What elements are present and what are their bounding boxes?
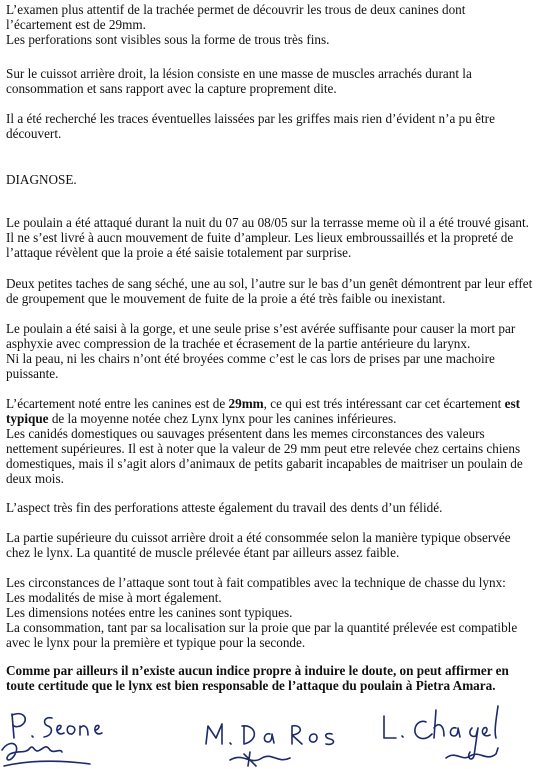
paragraph-throat <box>6 321 534 381</box>
text-line: Ni la peau, ni les chairs n’ont été broyées comme c’est le cas lors de prises par une machoire <box>6 351 495 366</box>
signature-da-ros <box>200 714 350 769</box>
text-line: Le poulain a été attaqué durant la nuit du 07 au 08/05 sur la terrasse meme où il a été trouvé gisant. <box>6 215 529 230</box>
text-line: Les perforations sont visibles sous la forme de trous très fins. <box>6 32 330 47</box>
text-line: l’attaque révèlent que la proie a été saisie totalement par surprise. <box>6 245 352 260</box>
paragraph-consumption <box>6 530 534 560</box>
text-line: deux mois. <box>6 471 64 486</box>
text-line <box>6 396 534 411</box>
paragraph-attack <box>6 215 534 260</box>
text-line: chez le lynx. La quantité de muscle prélevée étant par ailleurs assez faible. <box>6 545 400 560</box>
paragraph-circumstances <box>6 575 534 650</box>
heading-text: DIAGNOSE. <box>6 172 77 187</box>
text-line: Il a été recherché les traces éventuelles laissées par les griffes mais rien d’évident n’a pu être <box>6 111 495 126</box>
text-line: consommation et sans rapport avec la capture proprement dite. <box>6 81 337 96</box>
signature-leone <box>0 708 120 769</box>
text-line: l’écartement est de 29mm. <box>6 17 146 32</box>
text-line: Il ne s’est livré à aucn mouvement de fuite d’ampleur. Les lieux embroussaillés et la propreté de <box>6 230 514 245</box>
text-line: de groupement que le mouvement de fuite de la proie a été très faible ou inexistant. <box>6 291 446 306</box>
text-line: toute certitude que le lynx est bien responsable de l’attaque du poulain à Pietra Amara. <box>6 678 496 693</box>
text-line: Les modalités de mise à mort également. <box>6 590 222 605</box>
bold-measurement: 29mm <box>228 396 264 411</box>
text-line <box>6 411 534 426</box>
text-line: asphyxie avec compression de la trachée et écrasement de la partie antérieure du larynx. <box>6 336 471 351</box>
text-line: La partie supérieure du cuissot arrière droit a été consommée selon la manière typique observée <box>6 530 511 545</box>
paragraph-canine-spacing <box>6 396 534 486</box>
text-line: Les canidés domestiques ou sauvages présentent dans les memes circonstances des valeurs <box>6 426 485 441</box>
text-line: Comme par ailleurs il n’existe aucun indice propre à induire le doute, on peut affirmer en <box>6 663 509 678</box>
signature-chayel <box>376 700 526 769</box>
paragraph-conclusion <box>6 663 534 693</box>
text-line: nettement supérieures. Il est à noter que la valeur de 29 mm peut etre relevée chez certains chiens <box>6 441 521 456</box>
paragraph-blood-stains <box>6 276 534 306</box>
paragraph-trachea <box>6 2 534 47</box>
text-line: L’examen plus attentif de la trachée permet de découvrir les trous de deux canines dont <box>6 2 466 17</box>
text-line: découvert. <box>6 126 62 141</box>
text-line: Les dimensions notées entre les canines sont typiques. <box>6 605 293 620</box>
text-line: puissante. <box>6 366 59 381</box>
paragraph-claws <box>6 111 534 141</box>
text-line: Le poulain a été saisi à la gorge, et une seule prise s’est avérée suffisante pour causer la mort par <box>6 321 516 336</box>
text-line: avec le lynx pour la première et typique pour la seconde. <box>6 635 306 650</box>
text-run: , ce qui est trés intéressant car cet écartement <box>263 396 505 411</box>
section-heading-diagnose <box>6 172 534 187</box>
text-line: Deux petites taches de sang séché, une au sol, l’autre sur le bas d’un genêt démontrent par leur effet <box>6 276 533 291</box>
text-line: Sur le cuissot arrière droit, la lésion consiste en une masse de muscles arrachés durant la <box>6 66 472 81</box>
text-line: La consommation, tant par sa localisation sur la proie que par la quantité prélevée est compatible <box>6 620 518 635</box>
paragraph-haunch <box>6 66 534 96</box>
bold-text: est <box>504 396 520 411</box>
text-run: L’écartement noté entre les canines est de <box>6 396 229 411</box>
paragraph-felid <box>6 500 534 515</box>
text-run: de la moyenne notée chez Lynx lynx pour les canines inférieures. <box>48 411 397 426</box>
text-line: L’aspect très fin des perforations atteste également du travail des dents d’un félidé. <box>6 500 443 515</box>
text-line: domestiques, mais il s’agit alors d’animaux de petits gabarit incapables de maitriser un poulain de <box>6 456 523 471</box>
bold-text: typique <box>6 411 49 426</box>
text-line: Les circonstances de l’attaque sont tout à fait compatibles avec la technique de chasse du lynx: <box>6 575 506 590</box>
